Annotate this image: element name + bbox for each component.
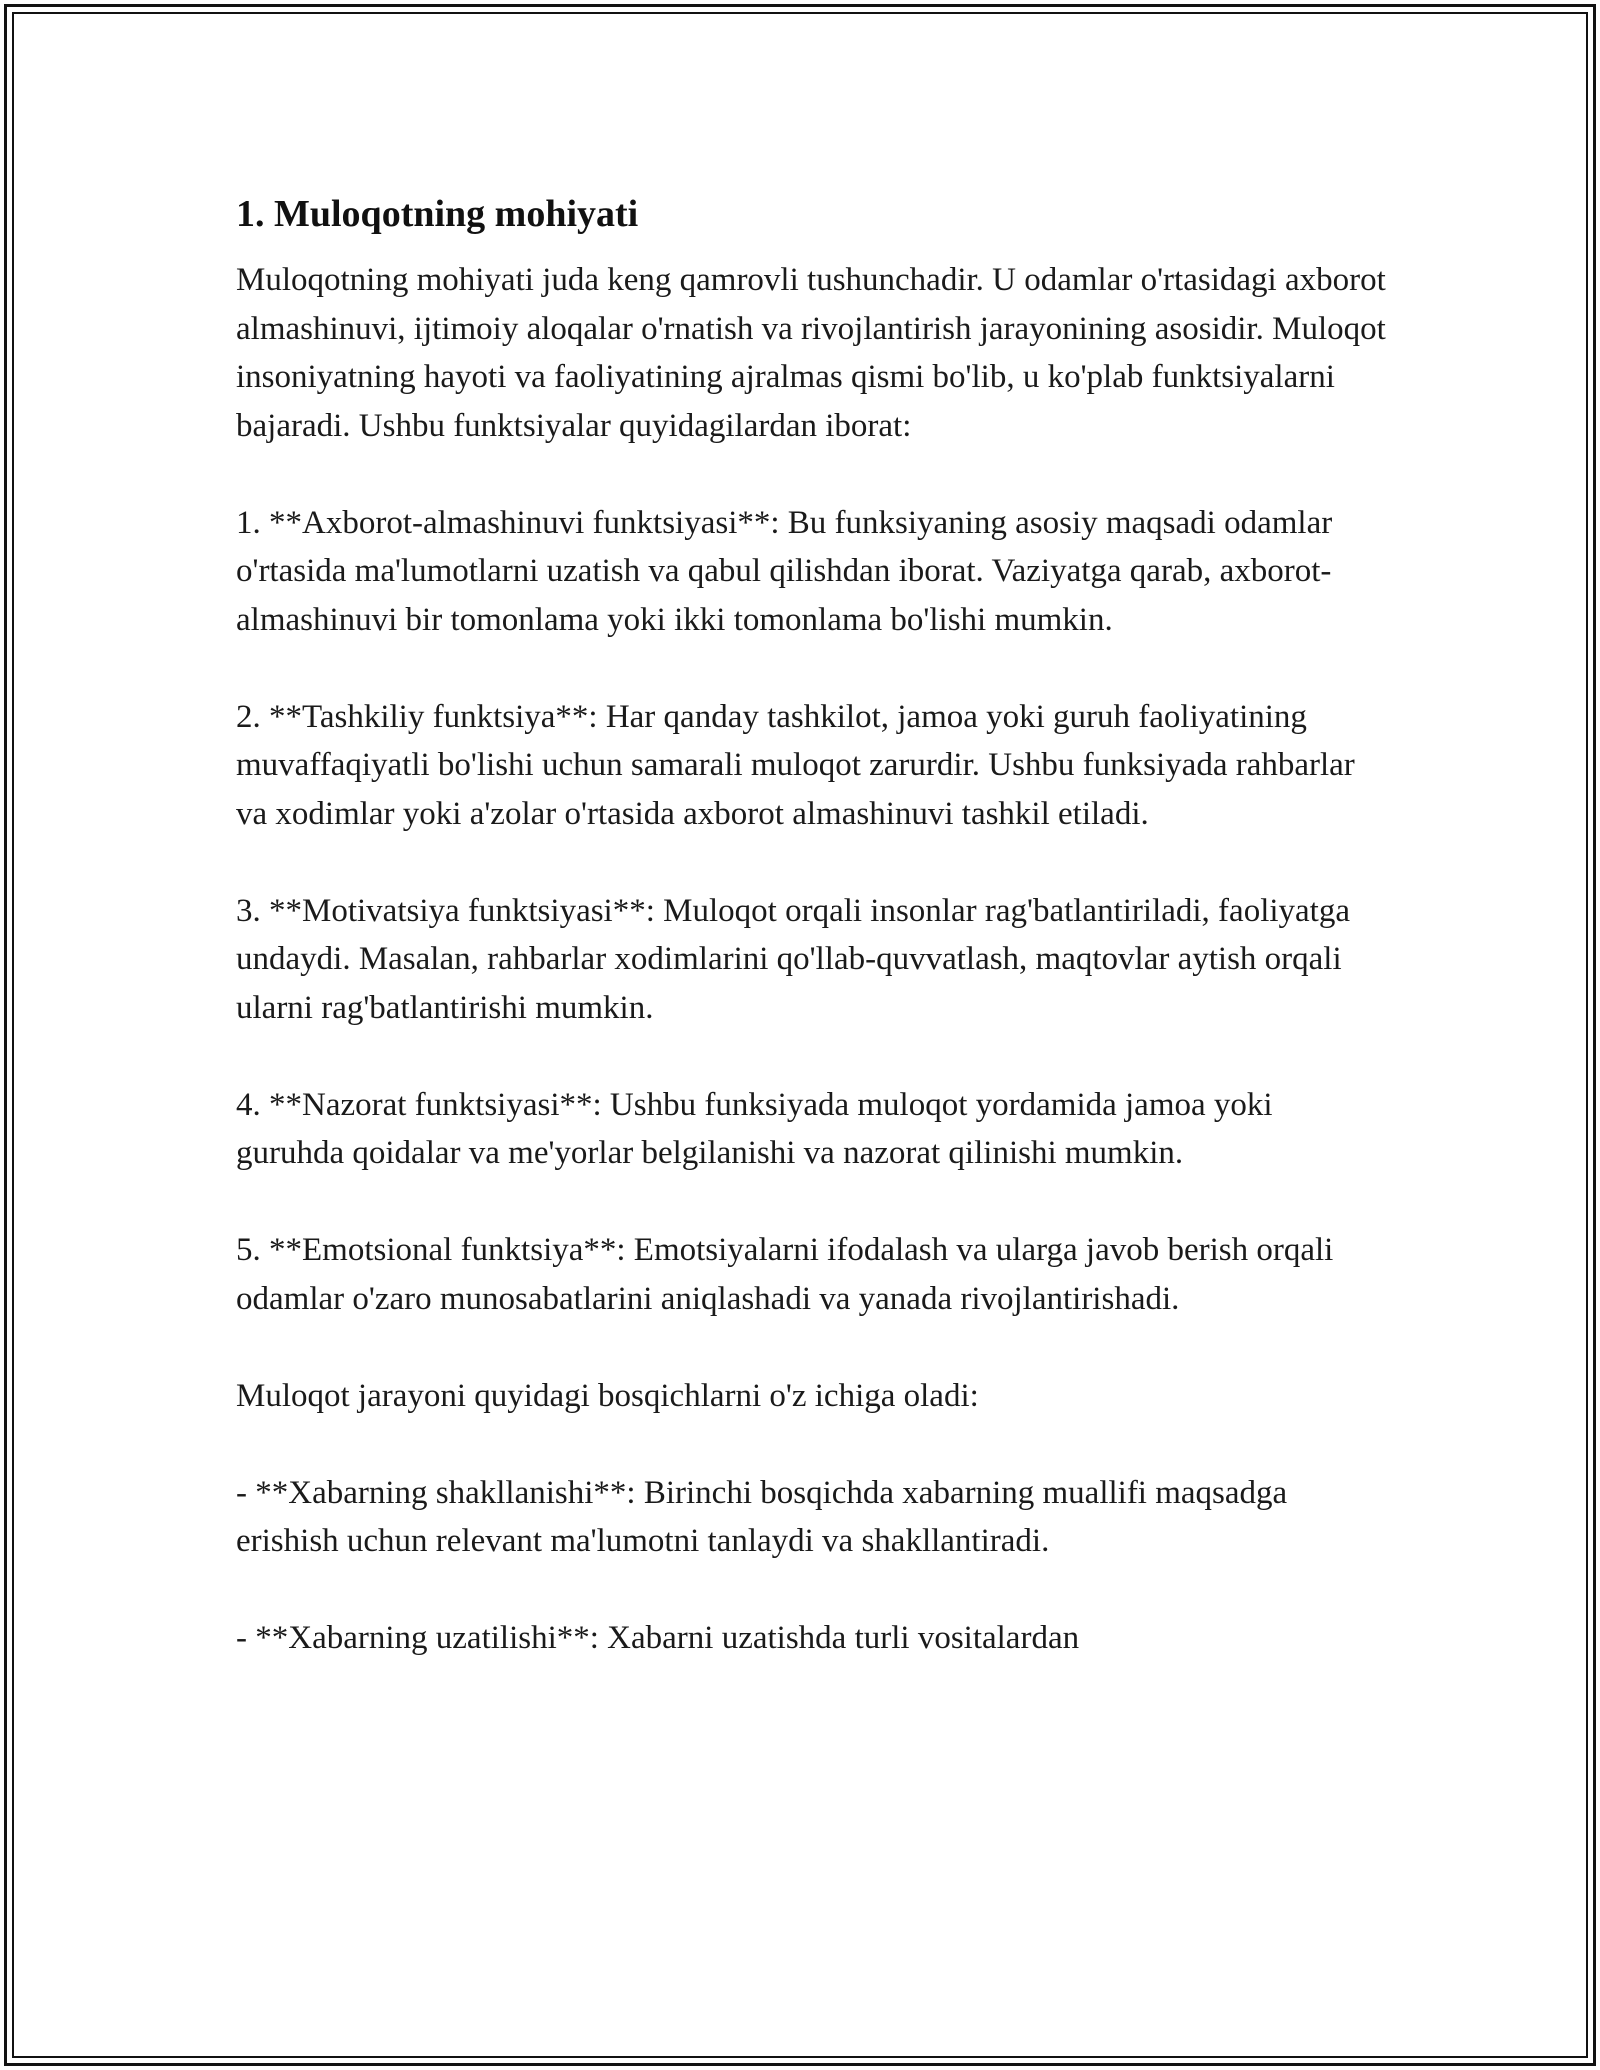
function-item-information-exchange: 1. **Axborot-almashinuvi funktsiyasi**: Bu funksiyaning asosiy maqsadi odamlar o'rtasida ma'lumotlarni uzatish va qabul qilishdan iborat. Vaziyatga qarab, axborot-almashinuvi bir tomonlama yoki ikki tomonlama bo'lishi mumkin. xyxy=(236,504,1333,638)
stage-item-message-transmission: - **Xabarning uzatilishi**: Xabarni uzatishda turli vositalardan xyxy=(236,1620,1080,1656)
section-heading: 1. Muloqotning mohiyati xyxy=(236,193,639,235)
function-item-motivation: 3. **Motivatsiya funktsiyasi**: Muloqot orqali insonlar rag'batlantiriladi, faoliyatga undaydi. Masalan, rahbarlar xodimlarini qo'llab-quvvatlash, maqtovlar aytish orqali ularni rag'batlantirishi mumkin. xyxy=(236,892,1350,1026)
document-body xyxy=(236,186,1386,1711)
stage-item-message-formation: - **Xabarning shakllanishi**: Birinchi bosqichda xabarning muallifi maqsadga erishish uchun relevant ma'lumotni tanlaydi va shakllantiradi. xyxy=(236,1474,1288,1559)
function-item-emotional: 5. **Emotsional funktsiya**: Emotsiyalarni ifodalash va ularga javob berish orqali odamlar o'zaro munosabatlarini aniqlashadi va yanada rivojlantirishadi. xyxy=(236,1232,1334,1317)
function-item-control: 4. **Nazorat funktsiyasi**: Ushbu funksiyada muloqot yordamida jamoa yoki guruhda qoidalar va me'yorlar belgilanishi va nazorat qilinishi mumkin. xyxy=(236,1086,1273,1171)
intro-paragraph: Muloqotning mohiyati juda keng qamrovli tushunchadir. U odamlar o'rtasidagi axborot almashinuvi, ijtimoiy aloqalar o'rnatish va rivojlantirish jarayonining asosidir. Muloqot insoniyatning hayoti va faoliyatining ajralmas qismi bo'lib, u ko'plab funktsiyalarni bajaradi. Ushbu funktsiyalar quyidagilardan iborat: xyxy=(236,262,1386,444)
function-item-organizational: 2. **Tashkiliy funktsiya**: Har qanday tashkilot, jamoa yoki guruh faoliyatining muvaffaqiyatli bo'lishi uchun samarali muloqot zarurdir. Ushbu funksiyada rahbarlar va xodimlar yoki a'zolar o'rtasida axborot almashinuvi tashkil etiladi. xyxy=(236,698,1355,832)
stages-intro-paragraph: Muloqot jarayoni quyidagi bosqichlarni o'z ichiga oladi: xyxy=(236,1377,979,1414)
